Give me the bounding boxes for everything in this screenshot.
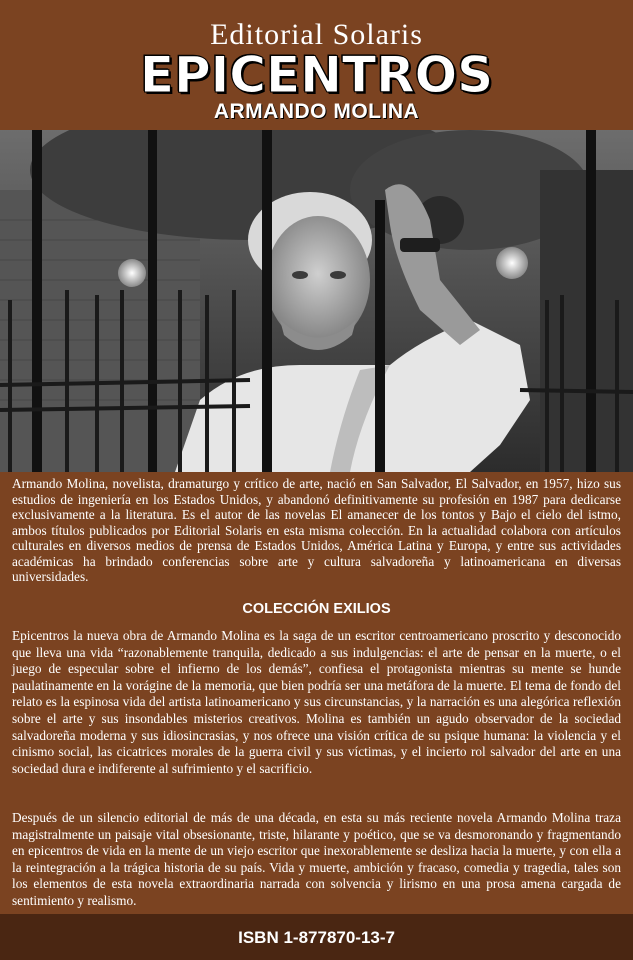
cover-header xyxy=(0,0,633,130)
author-photo xyxy=(0,130,633,472)
book-title: EPICENTROS xyxy=(139,46,494,104)
publisher-name: Editorial Solaris xyxy=(210,18,423,51)
synopsis-paragraph-1: Epicentros la nueva obra de Armando Molina es la saga de un escritor centroamericano proscrito y desconocido que lleva una vida “razonablemente tranquila, dedicado a sus indulgencias: el arte de pensar en la muerte, o el juego de especular sobre el infierno de los demás”, confiesa el protagonista mientras su mente se hunde paulatinamente en la vorágine de la memoria, que bien podría ser una metáfora de la muerte. El tema de fondo del relato es la espinosa vida del artista latinoamericano y sus circunstancias, y la narración es una alegórica reflexión sobre el arte y sus insondables misterios creativos. Molina es también un agudo observador de la sociedad salvadoreña moderna y sus idiosincrasias, y nos ofrece una visión crítica de su psique humana: la violencia y el cinismo social, las cicatrices morales de la guerra civil y sus víctimas, y el incierto rol salvador del arte en una sociedad dura e indiferente al sufrimiento y el sacrificio. xyxy=(12,628,621,776)
author-bio: Armando Molina, novelista, dramaturgo y crítico de arte, nació en San Salvador, El Salvador, en 1957, hizo sus estudios de ingeniería en los Estados Unidos, y abandonó definitivamente su profesión en 1987 para dedicarse exclusivamente a la literatura. Es el autor de las novelas El amanecer de los tontos y Bajo el cielo del istmo, ambos títulos publicados por Editorial Solaris en esta misma colección. En la actualidad colabora con artículos culturales en diversos medios de prensa de Estados Unidos, América Latina y Europa, y entre sus actividades académicas ha brindado conferencias sobre arte y cultura salvadoreña y latinoamericana en diversas universidades. xyxy=(12,476,621,584)
collection-heading: COLECCIÓN EXILIOS xyxy=(242,601,391,617)
author-name: ARMANDO MOLINA xyxy=(213,100,420,123)
synopsis-paragraph-2: Después de un silencio editorial de más de una década, en esta su más reciente novela Armando Molina traza magistralmente un paisaje vital obsesionante, triste, hilarante y poético, que se va desmoronando y fragmentando en epicentros de vida en la mente de un viejo escritor que inexorablemente se desliza hacia la muerte, y con ella a la reintegración a la trágica historia de su país. Vida y muerte, ambición y fracaso, comedia y tragedia, tales son los elementos de esta novela extraordinaria narrada con solvencia y lirismo en una prosa amena cargada de sentimiento y realismo. xyxy=(12,810,621,908)
isbn-number: ISBN 1-877870-13-7 xyxy=(238,928,395,947)
cover-footer xyxy=(0,914,633,960)
